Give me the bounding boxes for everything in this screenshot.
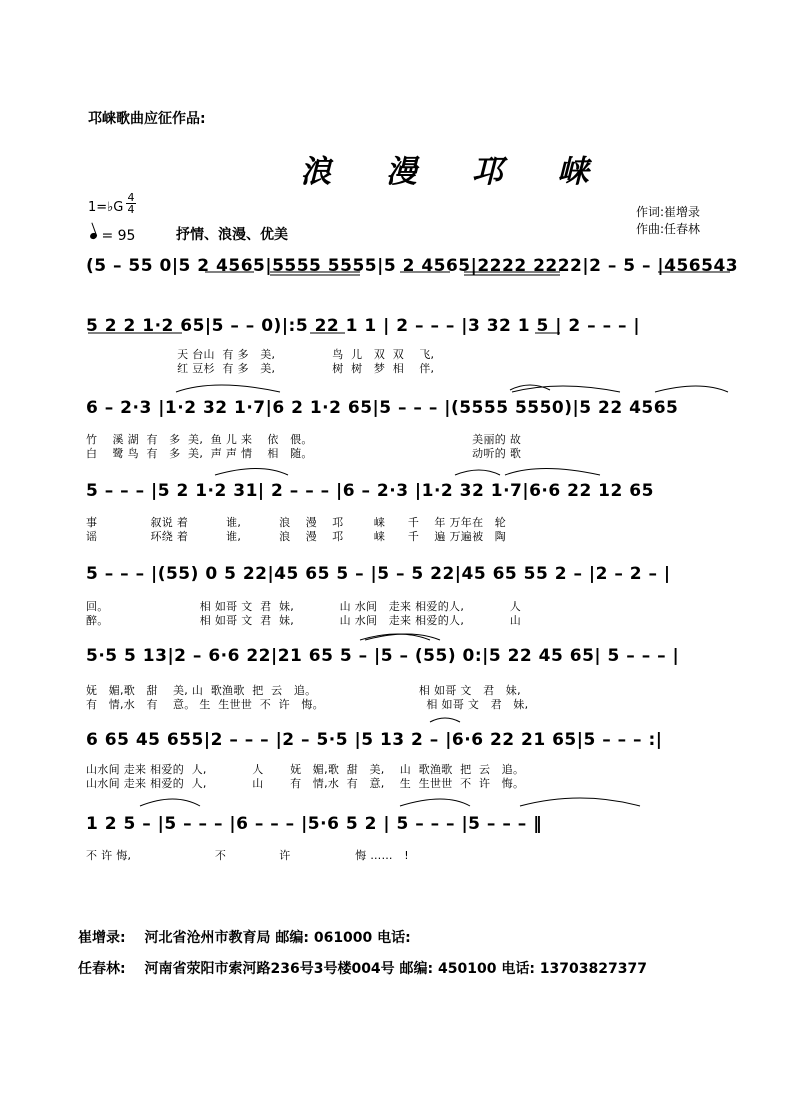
lyric-line-4b: 谣 环绕 着 谁, 浪 漫 邛 崃 千 遍 万遍被 陶 [86,530,507,543]
meter-bottom: 4 [127,203,135,216]
slur [520,798,640,806]
score-line-7: 6 65 45 655|2 – – – |2 – 5·5 |5 13 2 – |6·6 22 21 65|5 – – – :| [86,730,663,750]
score-line-3: 6 – 2·3 |1·2 32 1·7|6 2 1·2 65|5 – – – |(5555 5550)|5 22 4565 [86,398,679,418]
lyric-line-2b: 红 豆杉 有 多 美, 树 树 梦 相 伴, [86,362,435,375]
lyric-line-5b: 醉。 相 如哥 文 君 妹, 山 水间 走来 相爱的人, 山 [86,614,521,627]
contact-name-1: 崔增录: [78,930,126,946]
score-line-4: 5 – – – |5 2 1·2 31| 2 – – – |6 – 2·3 |1·2 32 1·7|6·6 22 12 65 [86,481,654,501]
contact-line-2 [78,958,647,978]
composer: 作曲:任春林 [636,222,701,236]
lyric-line-7a: 山水间 走来 相爱的 人, 人 妩 媚,歌 甜 美, 山 歌渔歌 把 云 追。 [86,763,525,776]
lyric-line-8: 不 许 悔, 不 许 悔 …… ! [86,849,409,862]
slur [176,385,280,392]
score-line-1: (5 – 55 0|5 2 4565|5555 5555|5 2 4565|2222 2222|2 – 5 – |456543 [86,256,739,276]
slur [215,469,288,476]
lyric-line-6b: 有 情,水 有 意。 生 生世世 不 许 悔。 相 如哥 文 君 妹, [86,698,529,711]
lyricist: 作词:崔增录 [636,205,701,219]
beam-line [270,272,360,275]
contact-text-1: 河北省沧州市教育局 邮编: 061000 电话: [144,930,411,946]
lyric-line-5a: 回。 相 如哥 文 君 妹, 山 水间 走来 相爱的人, 人 [86,600,521,613]
score-line-6: 5·5 5 13|2 – 6·6 22|21 65 5 – |5 – (55) 0:|5 22 45 65| 5 – – – | [86,646,680,666]
contact-name-2: 任春林: [78,961,126,977]
contact-line-1 [78,927,411,947]
slur [400,799,470,806]
expression-marking: 抒情、浪漫、优美 [176,227,288,243]
key-signature: 1=♭G [88,200,124,215]
slur [512,386,620,392]
slur [505,469,600,476]
slur [140,799,200,806]
slur [455,470,500,475]
lyric-line-3a: 竹 溪 湖 有 多 美, 鱼 儿 来 依 偎。 美丽的 故 [86,433,522,446]
score-line-5: 5 – – – |(55) 0 5 22|45 65 5 – |5 – 5 22|45 65 55 2 – |2 – 2 – | [86,564,671,584]
beam-line [464,272,560,275]
score-line-2: 5 2 2 1·2 65|5 – – 0)|:5 22 1 1 | 2 – – – |3 32 1 5 | 2 – – – | [86,316,641,336]
song-title: 浪 漫 邛 崃 [300,154,611,190]
header-note: 邛崃歌曲应征作品: [88,111,206,127]
lyric-line-7b: 山水间 走来 相爱的 人, 山 有 情,水 有 意, 生 生世世 不 许 悔。 [86,777,525,790]
tempo-value: = 95 [101,228,136,244]
meter-top: 4 [127,191,135,204]
lyric-line-3b: 白 鹭 鸟 有 多 美, 声 声 情 相 随。 动听的 歌 [86,447,522,460]
lyric-line-6a: 妩 媚,歌 甜 美, 山 歌渔歌 把 云 追。 相 如哥 文 君 妹, [86,684,521,697]
slur [655,386,728,392]
lyric-line-2a: 天 台山 有 多 美, 鸟 儿 双 双 飞, [86,348,435,361]
slur [430,718,460,722]
lyric-line-4a: 事 叙说 着 谁, 浪 漫 邛 崃 千 年 万年在 轮 [86,516,507,529]
slur [510,385,550,390]
score-line-8: 1 2 5 – |5 – – – |6 – – – |5·6 5 2 | 5 – – – |5 – – – ‖ [86,814,543,834]
contact-text-2: 河南省荥阳市索河路236号3号楼004号 邮编: 450100 电话: 13703827377 [144,961,647,977]
